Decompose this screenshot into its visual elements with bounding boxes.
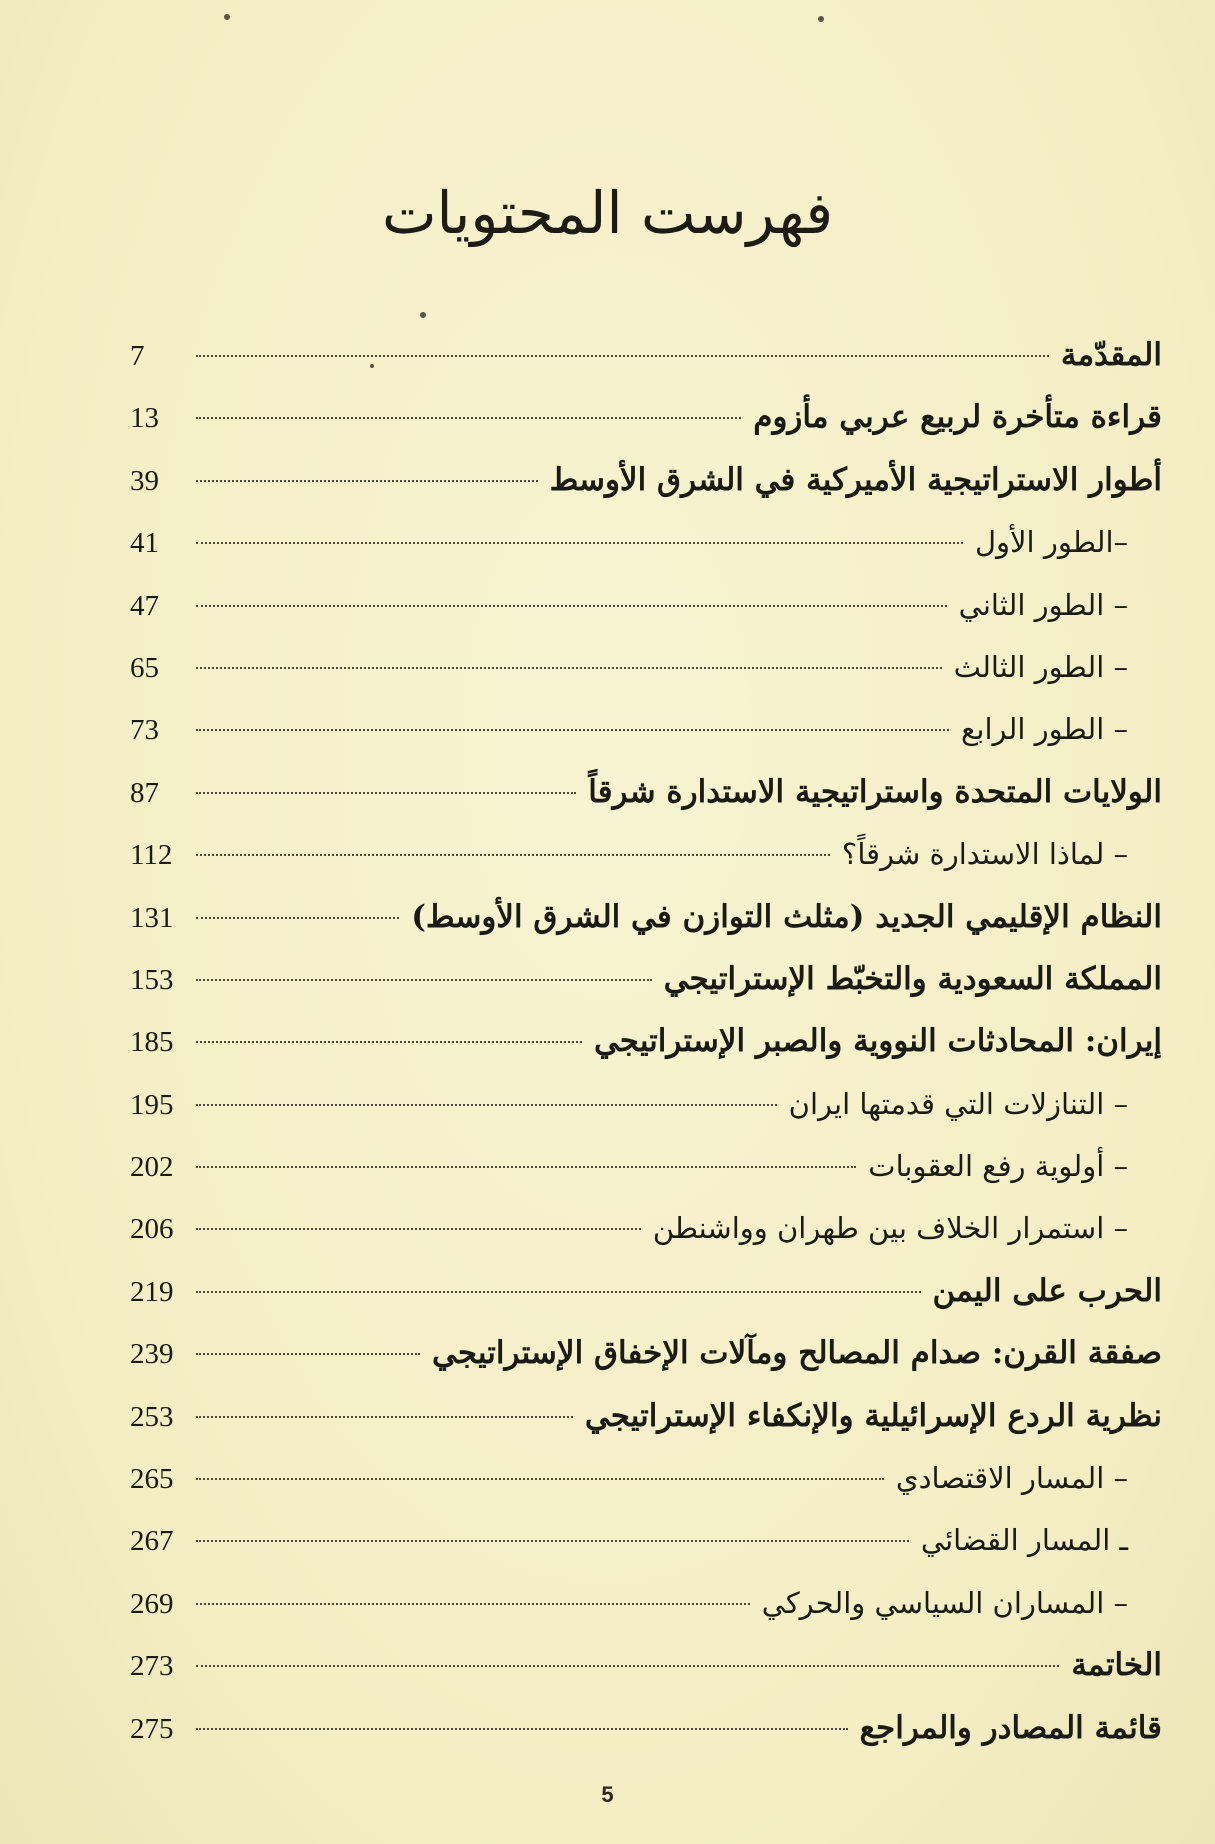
toc-entry-title: –الطور الأول	[974, 525, 1128, 560]
dot-leader	[196, 355, 1049, 357]
toc-entry-page: 253	[130, 1400, 174, 1433]
paper-speck	[420, 312, 426, 318]
toc-entry-page: 131	[130, 901, 174, 934]
toc-entry-title: – الطور الثاني	[958, 587, 1128, 622]
dot-leader	[196, 1478, 884, 1480]
dot-leader	[196, 1603, 750, 1605]
toc-entry-page: 202	[130, 1151, 174, 1184]
dot-leader	[196, 1166, 856, 1168]
toc-entry	[130, 1385, 1162, 1447]
toc-entry	[130, 574, 1162, 636]
dot-leader	[196, 729, 949, 731]
toc-entry	[130, 1260, 1162, 1322]
toc-entry-page: 219	[130, 1275, 174, 1308]
toc-entry-title: قائمة المصادر والمراجع	[859, 1709, 1162, 1746]
toc-entry	[130, 636, 1162, 698]
toc-entry-title: ـ المسار القضائي	[920, 1523, 1128, 1558]
dot-leader	[196, 1104, 777, 1106]
toc-entry-page: 267	[130, 1525, 174, 1558]
toc-entry-page: 39	[130, 464, 159, 497]
toc-entry	[130, 1697, 1162, 1759]
dot-leader	[196, 917, 399, 919]
toc-entry-title: صفقة القرن: صدام المصالح ومآلات الإخفاق الإستراتيجي	[432, 1335, 1162, 1372]
toc-entry	[130, 1197, 1162, 1259]
dot-leader	[196, 1416, 573, 1418]
dot-leader	[196, 1291, 921, 1293]
dot-leader	[196, 480, 538, 482]
toc-entry-page: 73	[130, 714, 159, 747]
dot-leader	[196, 1041, 582, 1043]
toc-entry	[130, 1509, 1162, 1571]
toc-entry-title: الحرب على اليمن	[932, 1272, 1162, 1309]
dot-leader	[196, 667, 942, 669]
toc-entry	[130, 948, 1162, 1010]
toc-entry-page: 273	[130, 1650, 174, 1683]
page-title: فهرست المحتويات	[381, 178, 834, 247]
toc-entry	[130, 1634, 1162, 1696]
dot-leader	[196, 979, 652, 981]
toc-entry	[130, 886, 1162, 948]
toc-entry-page: 7	[130, 340, 145, 372]
toc-entry-page: 65	[130, 651, 159, 684]
toc-entry-title: الخاتمة	[1071, 1647, 1162, 1684]
dot-leader	[196, 1228, 641, 1230]
toc-entry-title: نظرية الردع الإسرائيلية والإنكفاء الإستراتيجي	[584, 1397, 1162, 1434]
toc-entry	[130, 1135, 1162, 1197]
toc-entry-title: – الطور الرابع	[960, 712, 1128, 747]
dot-leader	[196, 1540, 909, 1542]
toc-entry-title: أطوار الاستراتيجية الأميركية في الشرق الأوسط	[549, 461, 1162, 498]
dot-leader	[196, 542, 963, 544]
dot-leader	[196, 605, 947, 607]
toc-entry	[130, 1073, 1162, 1135]
toc-entry-title: إيران: المحادثات النووية والصبر الإستراتيجي	[593, 1023, 1162, 1060]
toc-entry-title: المقدّمة	[1060, 337, 1162, 373]
toc-entry	[130, 511, 1162, 573]
toc-entry-page: 13	[130, 402, 159, 435]
toc-entry	[130, 324, 1162, 386]
footer-page-number: 5	[601, 1782, 614, 1807]
table-of-contents	[130, 324, 1162, 1759]
toc-entry	[130, 1447, 1162, 1509]
toc-entry-page: 239	[130, 1338, 174, 1371]
dot-leader	[196, 854, 830, 856]
toc-entry-title: – التنازلات التي قدمتها ايران	[788, 1086, 1128, 1121]
toc-entry-page: 269	[130, 1587, 174, 1620]
toc-entry-title: قراءة متأخرة لربيع عربي مأزوم	[753, 399, 1162, 436]
toc-entry	[130, 386, 1162, 448]
toc-entry-page: 185	[130, 1026, 174, 1059]
toc-entry-title: – لماذا الاستدارة شرقاً؟	[841, 837, 1128, 872]
toc-entry-page: 112	[130, 839, 173, 872]
toc-entry-title: – أولوية رفع العقوبات	[868, 1149, 1128, 1184]
toc-entry-page: 265	[130, 1463, 174, 1496]
toc-entry-title: النظام الإقليمي الجديد (مثلث التوازن في الشرق الأوسط)	[411, 898, 1162, 935]
toc-entry-page: 275	[130, 1712, 174, 1745]
toc-entry-title: الولايات المتحدة واستراتيجية الاستدارة شرقاً	[588, 773, 1162, 810]
toc-entry-page: 87	[130, 776, 159, 809]
toc-entry	[130, 761, 1162, 823]
toc-entry	[130, 823, 1162, 885]
toc-entry-title: – المساران السياسي والحركي	[761, 1585, 1128, 1620]
toc-entry	[130, 698, 1162, 760]
toc-entry-title: المملكة السعودية والتخبّط الإستراتيجي	[663, 960, 1162, 997]
paper-speck	[818, 16, 824, 22]
toc-entry-title: – استمرار الخلاف بين طهران وواشنطن	[652, 1211, 1128, 1246]
toc-entry-page: 153	[130, 963, 174, 996]
toc-entry-page: 47	[130, 589, 159, 622]
dot-leader	[196, 1728, 848, 1730]
toc-entry-page: 206	[130, 1213, 174, 1246]
dot-leader	[196, 1665, 1059, 1667]
toc-entry-page: 195	[130, 1088, 174, 1121]
dot-leader	[196, 417, 741, 419]
toc-entry	[130, 1010, 1162, 1072]
toc-entry-title: – المسار الاقتصادي	[895, 1461, 1128, 1496]
toc-entry-page: 41	[130, 527, 159, 560]
dot-leader	[196, 792, 576, 794]
paper-speck	[224, 14, 230, 20]
toc-entry	[130, 1572, 1162, 1634]
toc-entry	[130, 449, 1162, 511]
toc-entry-title: – الطور الثالث	[953, 649, 1128, 684]
toc-entry	[130, 1322, 1162, 1384]
dot-leader	[196, 1353, 420, 1355]
